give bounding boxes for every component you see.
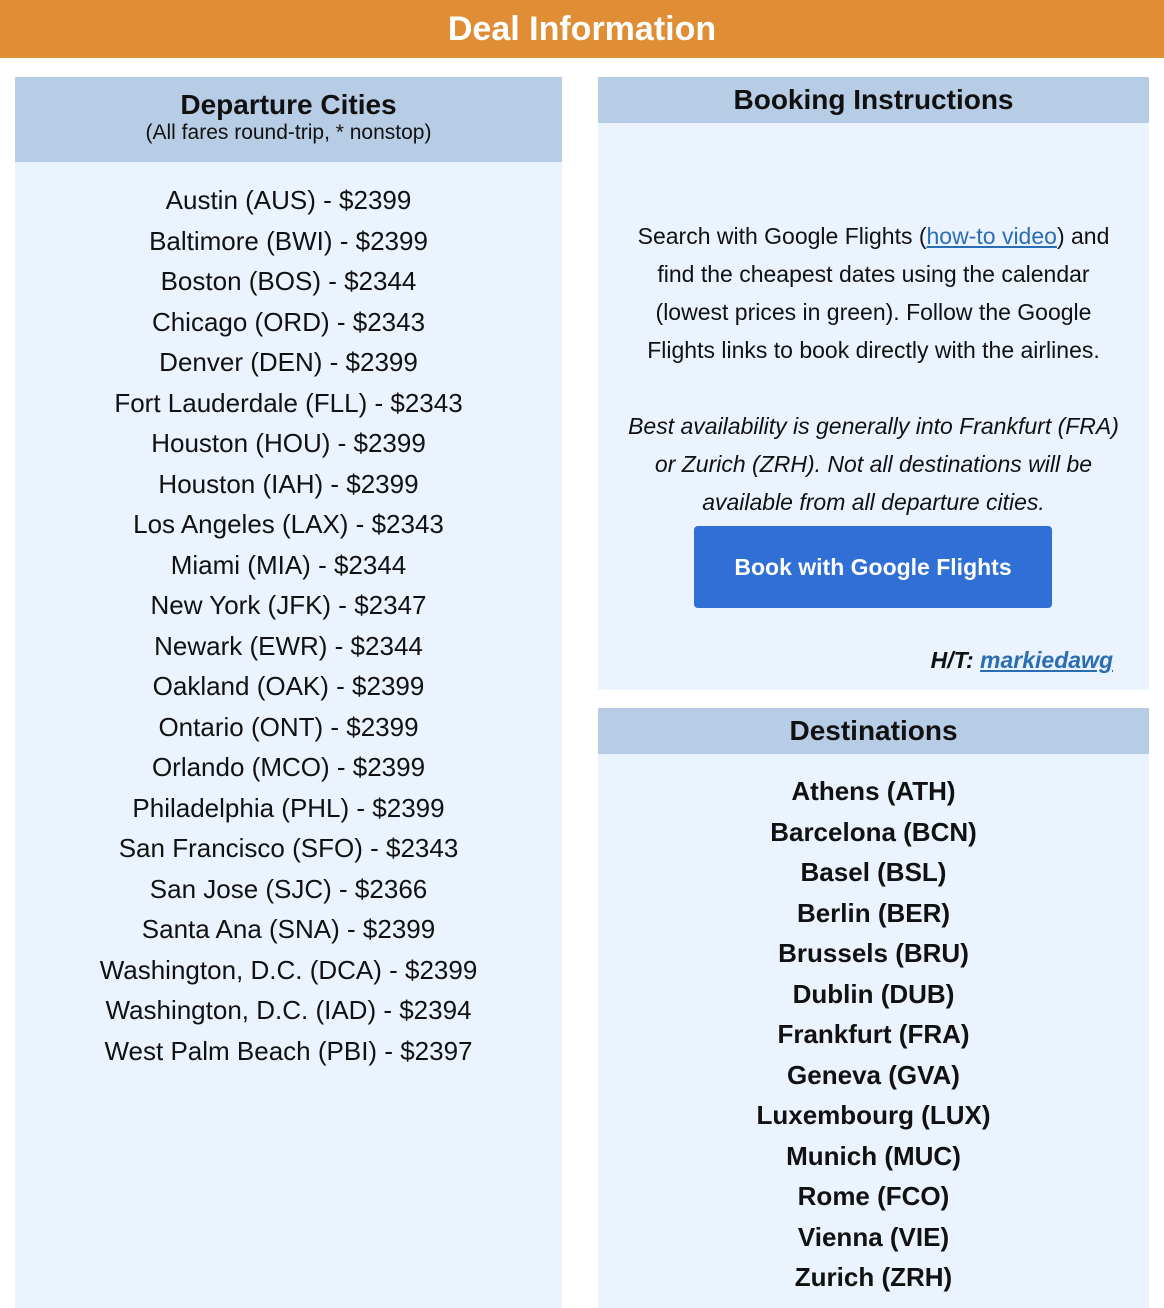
instructions-paragraph [628, 217, 1119, 369]
list-item: Houston (HOU) - $2399 [151, 428, 426, 458]
list-item: Barcelona (BCN) [770, 816, 977, 847]
list-item: San Jose (SJC) - $2366 [149, 873, 428, 904]
hat-tip [931, 647, 1113, 674]
list-item: Frankfurt (FRA) [777, 1019, 970, 1049]
list-item: Philadelphia (PHL) - $2399 [132, 792, 445, 823]
hat-tip-label: H/T: [930, 647, 981, 673]
list-item: Fort Lauderdale (FLL) - $2343 [114, 387, 463, 418]
list-item: New York (JFK) - $2347 [150, 590, 427, 620]
instructions-text-after-link: ) and find the cheapest dates using the calendar (lowest prices in green). Follow the Google Flights links to book directly with the airlines. [647, 223, 1110, 363]
list-item: Orlando (MCO) - $2399 [151, 752, 426, 782]
list-item: Houston (IAH) - $2399 [158, 468, 419, 499]
list-item: Newark (EWR) - $2344 [154, 630, 423, 661]
list-item: Geneva (GVA) [787, 1059, 960, 1090]
list-item: Brussels (BRU) [778, 938, 969, 968]
list-item: Dublin (DUB) [792, 978, 955, 1009]
list-item: Denver (DEN) - $2399 [159, 347, 418, 377]
destinations-header [598, 708, 1149, 754]
list-item: Munich (MUC) [786, 1140, 961, 1171]
list-item: Berlin (BER) [796, 897, 951, 928]
destinations-panel [598, 708, 1149, 1308]
how-to-video-link[interactable]: how-to video [926, 223, 1057, 249]
departure-city-list [15, 180, 562, 1071]
list-item: Oakland (OAK) - $2399 [152, 671, 425, 701]
list-item: Austin (AUS) - $2399 [165, 185, 412, 215]
departure-cities-panel [15, 77, 562, 1308]
list-item: Boston (BOS) - $2344 [160, 266, 417, 296]
list-item: Washington, D.C. (DCA) - $2399 [99, 954, 478, 985]
departure-cities-title: Departure Cities [180, 89, 397, 120]
book-button-label: Book with Google Flights [734, 553, 1012, 580]
destinations-title: Destinations [789, 715, 958, 746]
destination-list [598, 771, 1149, 1298]
booking-instructions-header [598, 77, 1149, 123]
availability-note: Best availability is generally into Frankfurt (FRA) or Zurich (ZRH). Not all destinations will be available from all departure cities. [628, 413, 1119, 515]
instructions-text-before-link: Search with Google Flights ( [637, 223, 927, 249]
list-item: Chicago (ORD) - $2343 [151, 306, 426, 337]
hat-tip-user-link[interactable]: markiedawg [980, 647, 1113, 673]
list-item: Baltimore (BWI) - $2399 [149, 225, 428, 256]
booking-instructions-text [628, 217, 1119, 521]
book-with-google-flights-button[interactable] [694, 526, 1052, 608]
list-item: Santa Ana (SNA) - $2399 [141, 914, 436, 944]
deal-information-banner [0, 0, 1164, 58]
departure-cities-header [15, 77, 562, 162]
list-item: San Francisco (SFO) - $2343 [118, 833, 459, 863]
booking-instructions-title: Booking Instructions [733, 84, 1014, 115]
list-item: Los Angeles (LAX) - $2343 [133, 509, 444, 539]
list-item: Vienna (VIE) [797, 1221, 950, 1252]
list-item: West Palm Beach (PBI) - $2397 [104, 1035, 473, 1066]
banner-title: Deal Information [447, 9, 717, 48]
list-item: Athens (ATH) [791, 776, 956, 806]
list-item: Washington, D.C. (IAD) - $2394 [105, 995, 472, 1025]
list-item: Ontario (ONT) - $2399 [158, 711, 419, 742]
list-item: Miami (MIA) - $2344 [170, 549, 407, 580]
booking-instructions-panel [598, 77, 1149, 690]
list-item: Luxembourg (LUX) [756, 1100, 991, 1130]
list-item: Zurich (ZRH) [794, 1262, 953, 1292]
departure-cities-subtitle: (All fares round-trip, * nonstop) [145, 121, 432, 144]
list-item: Rome (FCO) [797, 1181, 950, 1211]
list-item: Basel (BSL) [800, 857, 947, 887]
